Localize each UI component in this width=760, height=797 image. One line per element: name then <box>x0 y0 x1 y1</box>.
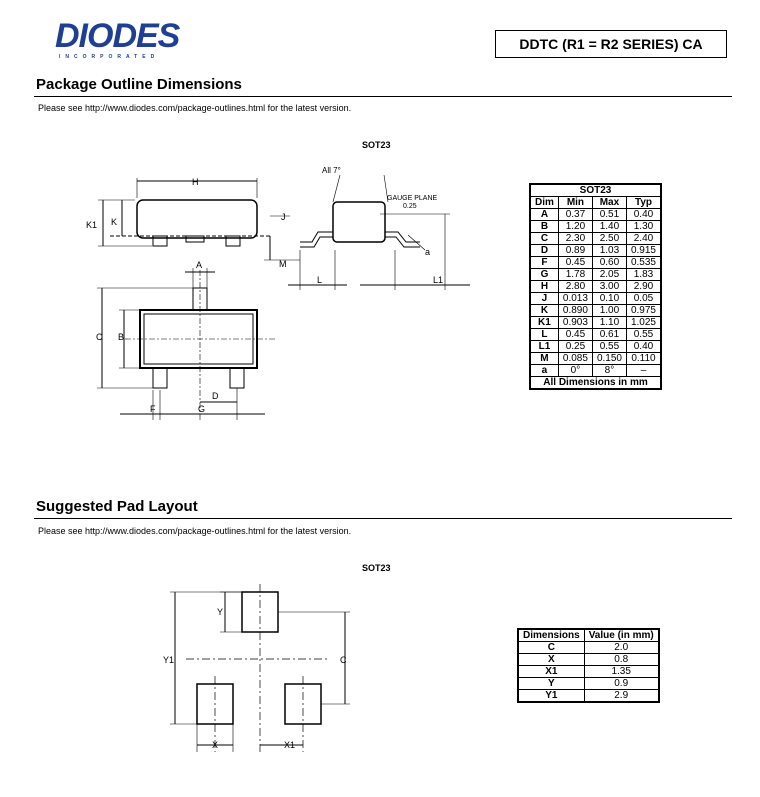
pad-table-row <box>519 666 659 678</box>
label-H: H <box>192 177 199 187</box>
label-all-angle: All 7° <box>322 166 341 175</box>
dimension-table-row <box>531 281 661 293</box>
label-K: K <box>111 217 118 227</box>
dimension-table-row <box>531 245 661 257</box>
dimension-table-row <box>531 341 661 353</box>
dimension-name-cell: K <box>531 305 559 317</box>
dimension-name-cell: L1 <box>531 341 559 353</box>
dimension-value-cell: 1.00 <box>592 305 626 317</box>
dimension-value-cell: 0.915 <box>626 245 660 257</box>
package-drawing-title: SOT23 <box>362 140 391 150</box>
label-X: X <box>212 740 219 750</box>
package-outline-note: Please see http://www.diodes.com/package-outlines.html for the latest version. <box>38 103 352 113</box>
pad-dimension-value-cell: 2.9 <box>584 690 658 702</box>
dimension-value-cell: 0.89 <box>558 245 592 257</box>
dimension-table-header: Min <box>558 197 592 209</box>
pad-table-header: Dimensions <box>519 630 585 642</box>
plan-lead-bl <box>153 368 167 388</box>
label-G: G <box>198 404 206 414</box>
label-L: L <box>317 275 323 285</box>
label-X1: X1 <box>284 740 296 750</box>
dimension-table-footer: All Dimensions in mm <box>531 377 661 389</box>
pad-dimension-name-cell: X1 <box>519 666 585 678</box>
dimension-value-cell: 2.40 <box>626 233 660 245</box>
pad-dimension-value-cell: 0.8 <box>584 654 658 666</box>
dimension-name-cell: C <box>531 233 559 245</box>
pad-dimension-name-cell: Y1 <box>519 690 585 702</box>
dimension-value-cell: 2.05 <box>592 269 626 281</box>
diodes-logo <box>55 18 195 60</box>
dimension-value-cell: 1.78 <box>558 269 592 281</box>
pad-table-row <box>519 654 659 666</box>
label-C: C <box>340 655 347 665</box>
dimension-value-cell: 0.535 <box>626 257 660 269</box>
dimension-value-cell: 0.60 <box>592 257 626 269</box>
pad-table-row <box>519 678 659 690</box>
dimension-value-cell: 0.51 <box>592 209 626 221</box>
label-K1: K1 <box>86 220 98 230</box>
dimension-value-cell: 2.90 <box>626 281 660 293</box>
dimension-table-header: Dim <box>531 197 559 209</box>
section-title-package-outline: Package Outline Dimensions <box>36 76 242 93</box>
pad-dimension-value-cell: 1.35 <box>584 666 658 678</box>
pad-table-row <box>519 642 659 654</box>
dimension-value-cell: 0.61 <box>592 329 626 341</box>
label-A: A <box>196 260 203 270</box>
dimension-table-header: Typ <box>626 197 660 209</box>
pad-layout-drawing <box>0 580 500 795</box>
dimension-value-cell: 1.83 <box>626 269 660 281</box>
dimension-name-cell: G <box>531 269 559 281</box>
dimension-table-row <box>531 329 661 341</box>
pad-drawing-title: SOT23 <box>362 563 391 573</box>
pad-dimension-table <box>517 628 660 703</box>
dimension-name-cell: J <box>531 293 559 305</box>
dimension-value-cell: 0.55 <box>626 329 660 341</box>
dimension-value-cell: 1.40 <box>592 221 626 233</box>
dimension-table-header: Max <box>592 197 626 209</box>
package-body-side <box>137 200 257 238</box>
dimension-value-cell: 0.013 <box>558 293 592 305</box>
dimension-value-cell: 0.45 <box>558 257 592 269</box>
dimension-table-row <box>531 257 661 269</box>
dimension-table-row <box>531 233 661 245</box>
dimension-value-cell: 1.30 <box>626 221 660 233</box>
pad-table-row <box>519 690 659 702</box>
pad-layout-note: Please see http://www.diodes.com/package-outlines.html for the latest version. <box>38 526 352 536</box>
package-outline-drawing <box>0 150 500 450</box>
dimension-name-cell: a <box>531 365 559 377</box>
dimension-value-cell: 1.20 <box>558 221 592 233</box>
dimension-name-cell: F <box>531 257 559 269</box>
section-divider <box>34 96 732 97</box>
dimension-value-cell: 0.37 <box>558 209 592 221</box>
logo-text: DIODES <box>55 17 180 55</box>
dimension-name-cell: K1 <box>531 317 559 329</box>
pad-dimension-value-cell: 2.0 <box>584 642 658 654</box>
dimension-value-cell: 0.975 <box>626 305 660 317</box>
pad-dimension-value-cell: 0.9 <box>584 678 658 690</box>
section-divider <box>34 518 732 519</box>
dimension-value-cell: 2.80 <box>558 281 592 293</box>
dimension-value-cell: 1.025 <box>626 317 660 329</box>
label-Y1: Y1 <box>163 655 175 665</box>
dimension-value-cell: – <box>626 365 660 377</box>
logo-subtext: INCORPORATED <box>59 54 160 60</box>
dimension-name-cell: H <box>531 281 559 293</box>
section-title-pad-layout: Suggested Pad Layout <box>36 498 198 515</box>
label-Y: Y <box>217 607 224 617</box>
dimension-value-cell: 0.55 <box>592 341 626 353</box>
label-a: a <box>425 247 431 257</box>
dimension-name-cell: D <box>531 245 559 257</box>
dimension-value-cell: 0° <box>558 365 592 377</box>
label-J: J <box>281 212 286 222</box>
pad-dimension-name-cell: X <box>519 654 585 666</box>
dimension-value-cell: 0.150 <box>592 353 626 365</box>
dimension-value-cell: 1.03 <box>592 245 626 257</box>
dimension-table <box>529 183 662 390</box>
dimension-name-cell: A <box>531 209 559 221</box>
dimension-table-row <box>531 365 661 377</box>
dimension-value-cell: 0.45 <box>558 329 592 341</box>
label-F: F <box>150 404 156 414</box>
pad-dimension-name-cell: C <box>519 642 585 654</box>
dimension-value-cell: 2.50 <box>592 233 626 245</box>
label-gauge-plane: GAUGE PLANE <box>387 195 438 202</box>
dimension-value-cell: 0.05 <box>626 293 660 305</box>
dimension-table-title: SOT23 <box>531 185 661 197</box>
dimension-name-cell: L <box>531 329 559 341</box>
plan-lead-br <box>230 368 244 388</box>
label-C: C <box>96 332 103 342</box>
dimension-value-cell: 1.10 <box>592 317 626 329</box>
pad-dimension-name-cell: Y <box>519 678 585 690</box>
dimension-table-row <box>531 293 661 305</box>
dimension-value-cell: 0.40 <box>626 341 660 353</box>
part-number-title: DDTC (R1 = R2 SERIES) CA <box>495 30 727 58</box>
label-L1: L1 <box>433 275 444 285</box>
dimension-value-cell: 0.10 <box>592 293 626 305</box>
dimension-value-cell: 0.903 <box>558 317 592 329</box>
dimension-table-row <box>531 221 661 233</box>
dimension-table-row <box>531 269 661 281</box>
dimension-table-row <box>531 353 661 365</box>
dimension-value-cell: 0.110 <box>626 353 660 365</box>
dimension-value-cell: 0.085 <box>558 353 592 365</box>
label-gauge-value: 0.25 <box>403 203 417 210</box>
label-M: M <box>279 259 287 269</box>
pad-table-header: Value (in mm) <box>584 630 658 642</box>
label-B: B <box>118 332 125 342</box>
dimension-value-cell: 8° <box>592 365 626 377</box>
dimension-value-cell: 3.00 <box>592 281 626 293</box>
dimension-table-row <box>531 305 661 317</box>
dimension-value-cell: 0.25 <box>558 341 592 353</box>
dimension-name-cell: M <box>531 353 559 365</box>
label-D: D <box>212 391 219 401</box>
dimension-value-cell: 0.40 <box>626 209 660 221</box>
dimension-table-row <box>531 317 661 329</box>
dimension-table-row <box>531 209 661 221</box>
dimension-name-cell: B <box>531 221 559 233</box>
dimension-value-cell: 2.30 <box>558 233 592 245</box>
package-side-body <box>333 202 385 242</box>
dimension-value-cell: 0.890 <box>558 305 592 317</box>
